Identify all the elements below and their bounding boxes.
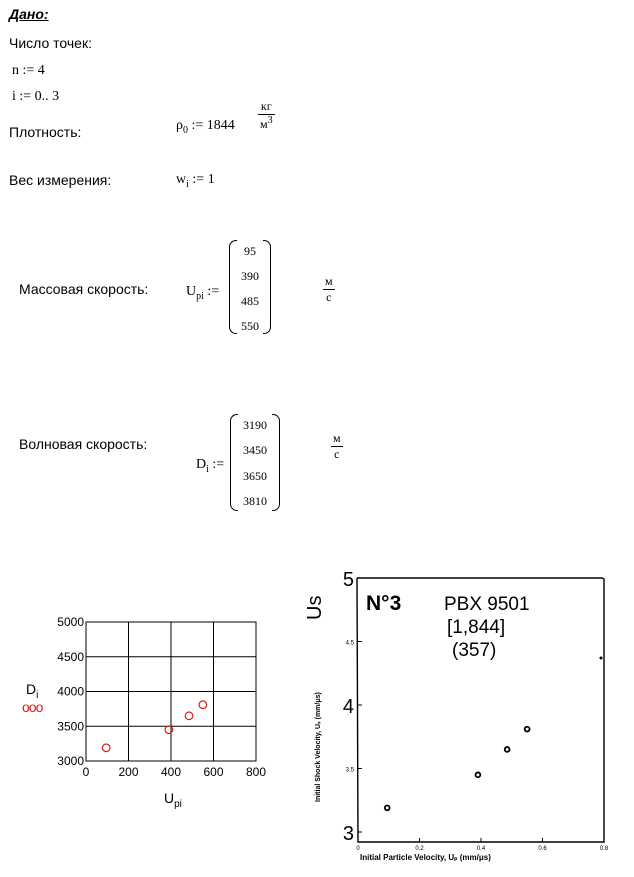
y-tick-label-small: 4.5 bbox=[345, 640, 354, 647]
data-point bbox=[102, 744, 110, 752]
y-tick-label-large: 4 bbox=[342, 696, 354, 718]
data-point bbox=[385, 805, 390, 810]
weight-definition bbox=[176, 172, 215, 190]
x-tick-label: 0.6 bbox=[538, 846, 547, 852]
x-axis-label-main: U bbox=[164, 790, 175, 806]
data-point bbox=[525, 727, 530, 732]
data-point bbox=[505, 747, 510, 752]
d-unit-denominator: с bbox=[334, 447, 340, 461]
density-definition bbox=[176, 118, 235, 136]
weight-label: Вес измерения: bbox=[9, 172, 112, 188]
num-points-label: Число точек: bbox=[9, 35, 92, 51]
d-value: 3450 bbox=[243, 443, 267, 457]
x-tick-label: 400 bbox=[160, 765, 182, 779]
up-value: 550 bbox=[241, 319, 259, 333]
y-tick-label: 4000 bbox=[57, 684, 84, 699]
y-tick-label-large: 3 bbox=[342, 823, 354, 845]
x-tick-label: 0.4 bbox=[476, 846, 486, 852]
w-symbol: w bbox=[176, 172, 187, 187]
up-symbol: U bbox=[186, 284, 197, 299]
y-tick-label: 3000 bbox=[57, 754, 84, 768]
d-unit bbox=[331, 431, 343, 463]
x-axis-label bbox=[164, 790, 182, 810]
y-tick-label-large: 5 bbox=[342, 570, 354, 591]
y-axis-label-sub: i bbox=[36, 690, 39, 701]
up-vector bbox=[229, 240, 271, 334]
scanned-figure bbox=[300, 570, 620, 870]
y-tick-label: 3500 bbox=[57, 719, 84, 734]
plot-grid bbox=[86, 622, 256, 761]
n-definition: n := 4 bbox=[12, 63, 45, 78]
data-point bbox=[476, 772, 481, 777]
legend-marker: ooo bbox=[22, 699, 43, 715]
data-point bbox=[185, 712, 193, 720]
scan-speck bbox=[600, 657, 603, 660]
material-density: [1,844] bbox=[447, 617, 506, 638]
x-axis-label-sub: pi bbox=[174, 799, 182, 810]
up-value: 485 bbox=[241, 294, 259, 308]
rho-value: := 1844 bbox=[191, 118, 235, 133]
x-tick-label: 0 bbox=[82, 765, 90, 779]
density-label: Плотность: bbox=[9, 124, 82, 140]
d-value: 3810 bbox=[243, 494, 267, 508]
y-axis-label-main: D bbox=[26, 681, 37, 697]
density-unit-denominator: м bbox=[260, 117, 268, 131]
mathcad-plot bbox=[0, 600, 290, 820]
wave-velocity-label: Волновая скорость: bbox=[19, 436, 148, 452]
d-unit-numerator: м bbox=[333, 431, 341, 445]
plot-tick-labels bbox=[57, 615, 266, 779]
y-tick-label: 5000 bbox=[57, 615, 84, 629]
w-subscript: i bbox=[186, 178, 189, 190]
d-value: 3650 bbox=[243, 469, 267, 483]
up-value: 95 bbox=[244, 244, 256, 258]
scanned-x-axis-label: Initial Particle Velocity, Uₚ (mm/μs) bbox=[360, 853, 491, 862]
density-unit-exponent: 3 bbox=[267, 115, 273, 126]
y-axis-label bbox=[26, 681, 38, 701]
up-unit bbox=[323, 274, 335, 306]
rho-subscript: 0 bbox=[183, 124, 188, 136]
mass-velocity-label: Массовая скорость: bbox=[19, 281, 149, 297]
i-range-definition: i := 0.. 3 bbox=[12, 89, 60, 104]
up-unit-denominator: с bbox=[326, 290, 332, 304]
density-unit bbox=[258, 99, 275, 133]
y-tick-label-small: 3.5 bbox=[345, 767, 354, 774]
up-value: 390 bbox=[241, 269, 259, 283]
y-tick-label: 4500 bbox=[57, 649, 84, 664]
data-point bbox=[165, 726, 173, 734]
scanned-y-axis-label: Initial Shock Velocity, Uₛ (mm/μs) bbox=[315, 692, 322, 802]
handwritten-y-label: Us bbox=[304, 595, 326, 620]
d-assign: := bbox=[212, 457, 225, 472]
d-symbol-wrap bbox=[196, 457, 224, 475]
rho-symbol: ρ bbox=[176, 118, 183, 133]
w-value: := 1 bbox=[192, 172, 215, 187]
up-symbol-wrap bbox=[186, 284, 219, 302]
data-point bbox=[199, 701, 207, 709]
d-symbol: D bbox=[196, 457, 207, 472]
scanned-points bbox=[385, 727, 530, 811]
figure-number: N°3 bbox=[366, 592, 402, 615]
material-name: PBX 9501 bbox=[444, 594, 530, 615]
material-id: (357) bbox=[452, 640, 497, 661]
density-unit-numerator: кг bbox=[258, 99, 275, 115]
x-tick-label: 200 bbox=[118, 765, 139, 779]
x-tick-label: 0.2 bbox=[415, 846, 424, 852]
d-value: 3190 bbox=[243, 418, 267, 432]
up-assign: := bbox=[207, 284, 220, 299]
up-subscript: pi bbox=[196, 290, 204, 302]
x-tick-label: 0 bbox=[356, 846, 360, 852]
up-unit-numerator: м bbox=[325, 274, 333, 288]
d-subscript: i bbox=[206, 463, 209, 475]
given-heading: Дано: bbox=[9, 6, 49, 22]
x-tick-label: 0.8 bbox=[599, 846, 609, 852]
d-vector bbox=[230, 414, 280, 511]
x-tick-label: 600 bbox=[203, 765, 224, 779]
x-tick-label: 800 bbox=[245, 765, 267, 779]
